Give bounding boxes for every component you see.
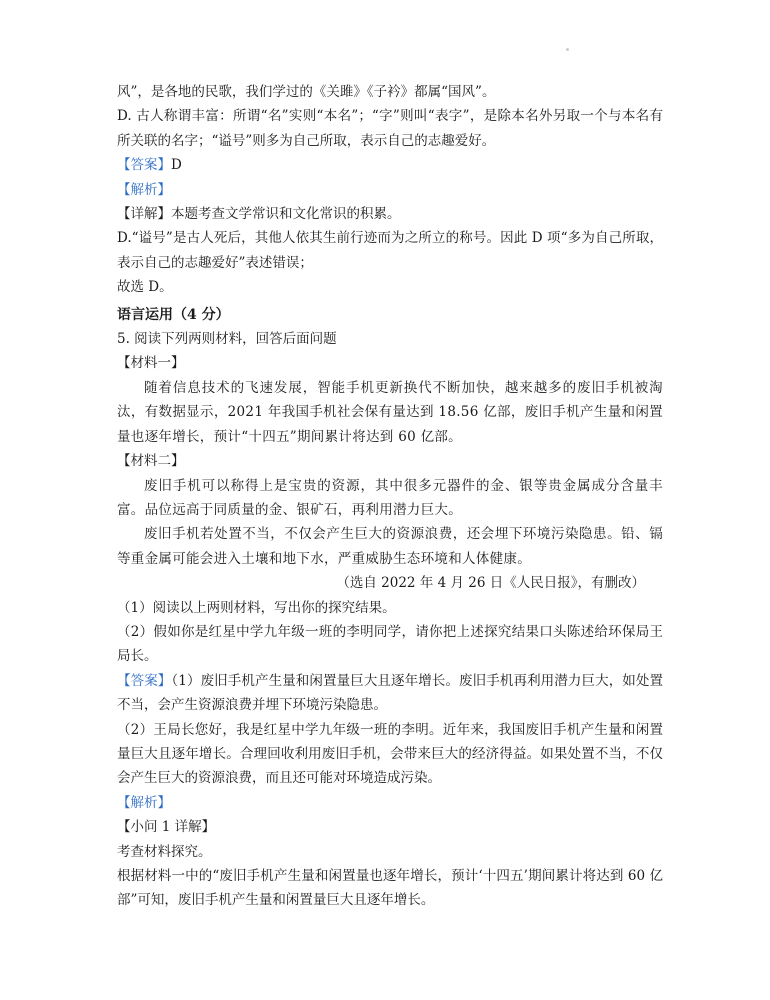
answer-tag-2: 【答案】 <box>117 672 172 689</box>
paragraph-continued: 风”，是各地的民歌，我们学过的《关雎》《子衿》都属“国风”。 <box>117 84 496 100</box>
d-explanation: D.“谥号”是古人死后，其他人依其生前行迹而为之所立的称号。因此 D 项“多为自己所取，表示自己的志趣爱好”表述错误； <box>117 230 663 271</box>
material-1-text: 随着信息技术的飞速发展，智能手机更新换代不断加快，越来越多的废旧手机被淘汰，有数据显示，2021 年我国手机社会保有量达到 18.56 亿部，废旧手机产生量和闲置量也逐年增长，预计“十四五”期间累计将达到 60 亿部。 <box>117 379 663 445</box>
section-title: 语言运用（4 分） <box>117 306 230 323</box>
analysis-tag: 【解析】 <box>117 181 171 198</box>
basis-line: 根据材料一中的“废旧手机产生量和闲置量也逐年增长，预计‘十四五’期间累计将达到 60 亿部”可知，废旧手机产生量和闲置量巨大且逐年增长。 <box>117 868 663 909</box>
answer-line <box>117 153 663 177</box>
analysis-tag-2: 【解析】 <box>117 794 171 811</box>
examine-line: 考查材料探究。 <box>117 843 212 860</box>
material-2-paragraph-1: 废旧手机可以称得上是宝贵的资源，其中很多元器件的金、银等贵金属成分含量丰富。品位远高于同质量的金、银矿石，再利用潜力巨大。 <box>117 477 663 518</box>
subquestion-2: （2）假如你是红星中学九年级一班的李明同学，请你把上述探究结果口头陈述给环保局王局长。 <box>117 623 663 665</box>
material-2-title: 【材料二】 <box>117 453 185 470</box>
document-body <box>117 80 663 913</box>
material-1-title: 【材料一】 <box>117 355 185 372</box>
material-2-paragraph-2: 废旧手机若处置不当，不仅会产生巨大的资源浪费，还会埋下环境污染隐患。铅、镉等重金属可能会进入土壤和地下水，严重威胁生态环境和人体健康。 <box>117 526 663 567</box>
answer-tag: 【答案】 <box>117 157 171 174</box>
answer-1-text: （1）废旧手机产生量和闲置量巨大且逐年增长。废旧手机再利用潜力巨大，如处置不当，会产生资源浪费并埋下环境污染隐患。 <box>117 672 664 714</box>
question-5: 5. 阅读下列两则材料，回答后面问题 <box>117 331 337 348</box>
subquestion-1: （1）阅读以上两则材料，写出你的探究结果。 <box>117 599 396 616</box>
answer-value: D <box>171 157 182 174</box>
source-citation: （选自 2022 年 4 月 26 日《人民日报》，有删改） <box>336 575 645 592</box>
option-d: D. 古人称谓丰富：所谓“名”实则“本名”；“字”则叫“表字”，是除本名外另取一个与本名有所关联的名字；“谥号”则多为自己所取，表示自己的志趣爱好。 <box>117 108 663 149</box>
small-question-1-detail: 【小问 1 详解】 <box>117 819 216 836</box>
page-mark <box>566 48 569 51</box>
answer-1 <box>117 669 663 718</box>
choose-line: 故选 D。 <box>117 279 173 296</box>
detail-line: 【详解】本题考查文学常识和文化常识的积累。 <box>117 206 401 223</box>
answer-2: （2）王局长您好，我是红星中学九年级一班的李明。近年来，我国废旧手机产生量和闲置量巨大且逐年增长。合理回收利用废旧手机，会带来巨大的经济得益。如果处置不当，不仅会产生巨大的资源浪费，而且还可能对环境造成污染。 <box>117 721 663 787</box>
